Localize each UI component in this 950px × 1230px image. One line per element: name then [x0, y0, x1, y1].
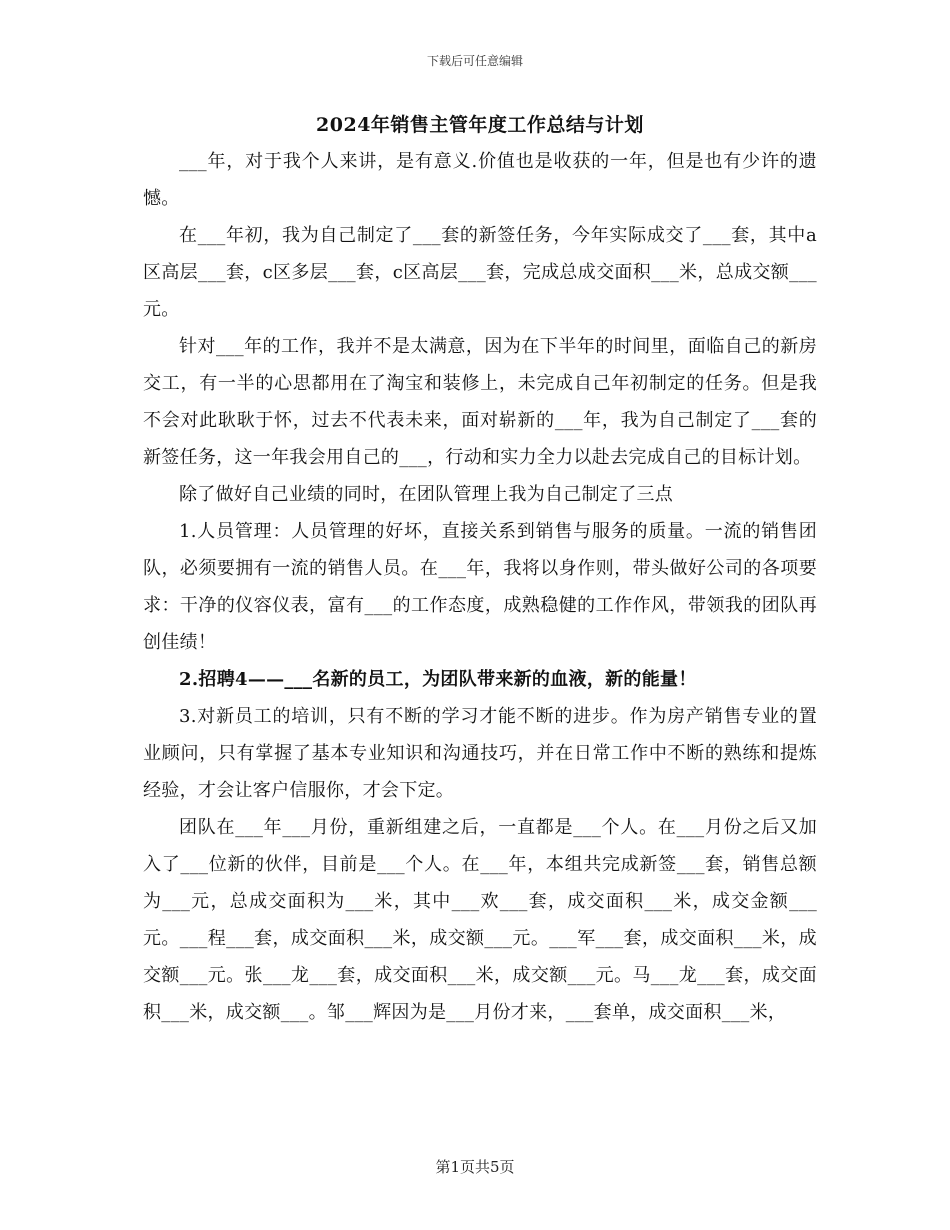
paragraph-staff-management: 1.人员管理：人员管理的好坏，直接关系到销售与服务的质量。一流的销售团队，必须要拥有一流的销售人员。在___年，我将以身作则，带头做好公司的各项要求：干净的仪容仪表，富有___的工作态度，成熟稳健的工作作风，带领我的团队再创佳绩！ — [143, 521, 817, 653]
paragraph-reflection: 针对___年的工作，我并不是太满意，因为在下半年的时间里，面临自己的新房交工，有一半的心思都用在了淘宝和装修上，未完成自己年初制定的任务。但是我不会对此耿耿于怀，过去不代表未来，面对崭新的___年，我为自己制定了___套的新签任务，这一年我会用自己的___，行动和实力全力以赴去完成自己的目标计划。 — [143, 336, 817, 468]
paragraph-team-results: 团队在___年___月份，重新组建之后，一直都是___个人。在___月份之后又加入了___位新的伙伴，目前是___个人。在___年，本组共完成新签___套，销售总额为___元，总成交面积为___米，其中___欢___套，成交面积___米，成交金额___元。___程___套，成交面积___米，成交额___元。___军___套，成交面积___米，成交额___元。张___龙___套，成交面积___米，成交额___元。马___龙___套，成交面积___米，成交额___。邹___辉因为是___月份才来，___套单，成交面积___米， — [143, 817, 817, 1023]
header-note: 下载后可任意编辑 — [426, 54, 523, 68]
paragraph-team-plan-intro: 除了做好自己业绩的同时，在团队管理上我为自己制定了三点 — [179, 484, 674, 505]
page-number: 第1页共5页 — [435, 1158, 515, 1176]
paragraph-training: 3.对新员工的培训，只有不断的学习才能不断的进步。作为房产销售专业的置业顾问，只有掌握了基本专业知识和沟通技巧，并在日常工作中不断的熟练和提炼经验，才会让客户信服你，才会下定。 — [143, 706, 817, 801]
paragraph-recruitment: 2.招聘4——___名新的员工，为团队带来新的血液，新的能量！ — [179, 669, 697, 690]
document-body — [143, 112, 817, 1031]
paragraph-targets: 在___年初，我为自己制定了___套的新签任务，今年实际成交了___套，其中a区高层___套，c区多层___套，c区高层___套，完成总成交面积___米，总成交额___元。 — [143, 225, 817, 320]
document-title: 2024年销售主管年度工作总结与计划 — [316, 114, 644, 136]
paragraph-intro: ___年，对于我个人来讲，是有意义.价值也是收获的一年，但是也有少许的遗憾。 — [143, 151, 817, 209]
